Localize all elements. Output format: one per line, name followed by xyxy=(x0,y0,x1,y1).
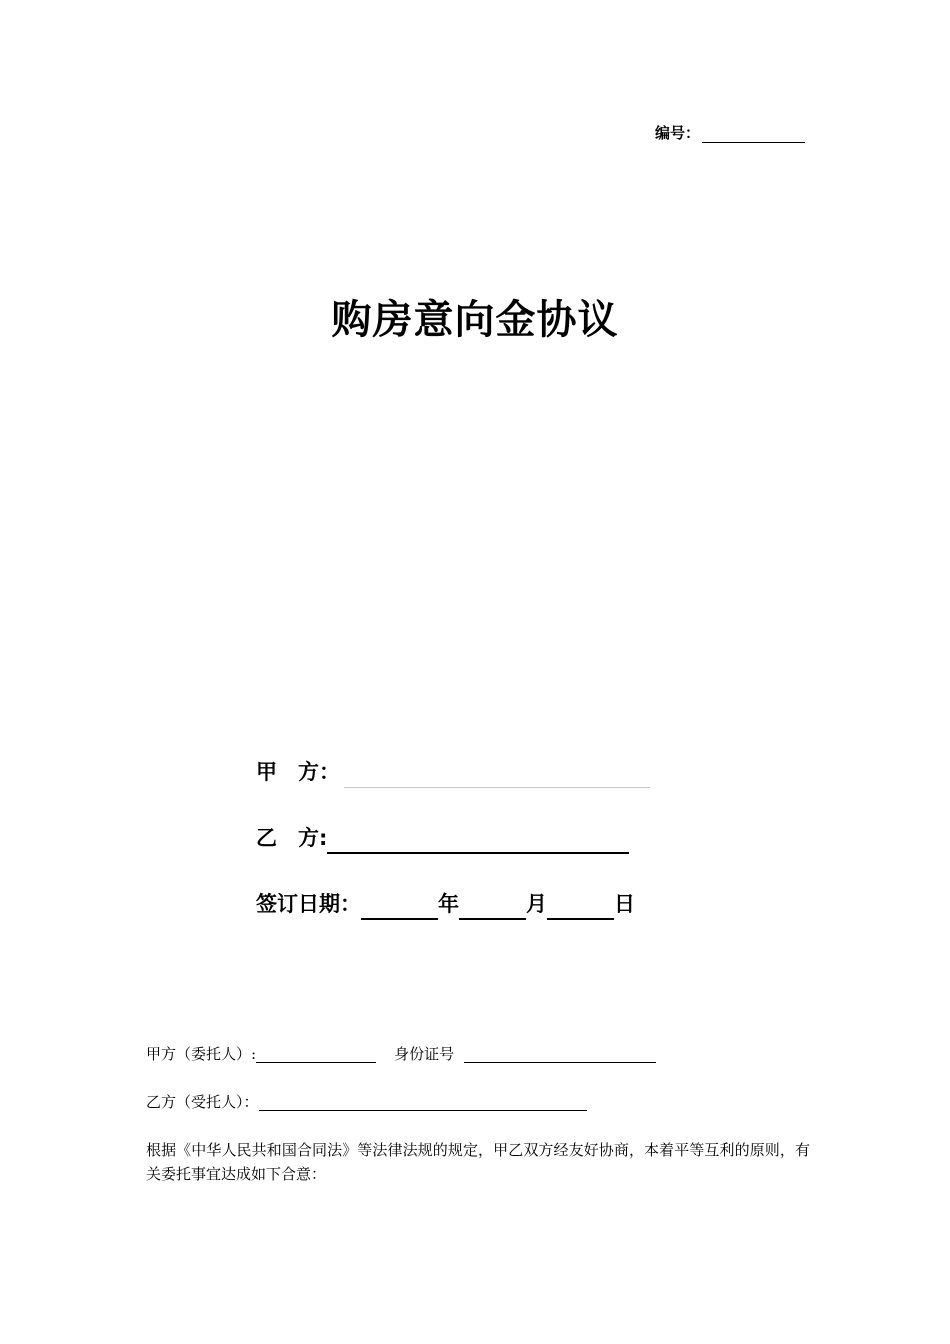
client-a-blank[interactable] xyxy=(256,1048,376,1063)
month-label: 月 xyxy=(526,892,547,916)
sign-day-blank[interactable] xyxy=(547,898,614,920)
party-a-blank[interactable] xyxy=(344,767,650,788)
client-b-label: 乙方（受托人）： xyxy=(146,1093,259,1111)
party-b-blank[interactable] xyxy=(327,832,629,854)
cover-party-a xyxy=(256,756,650,786)
document-number-blank[interactable] xyxy=(702,126,805,143)
client-b-blank[interactable] xyxy=(259,1096,587,1111)
client-b-line xyxy=(146,1091,587,1112)
document-title: 购房意向金协议 xyxy=(331,297,619,343)
client-a-line xyxy=(146,1043,656,1064)
sign-year-blank[interactable] xyxy=(361,898,438,920)
sign-date-label: 签订日期： xyxy=(256,892,361,916)
year-label: 年 xyxy=(438,892,459,916)
id-number-blank[interactable] xyxy=(464,1048,656,1063)
document-number xyxy=(655,122,805,143)
cover-party-b xyxy=(256,822,629,852)
client-a-label: 甲方（委托人）: xyxy=(146,1045,257,1063)
party-b-label: 乙 方: xyxy=(256,826,328,850)
intro-paragraph: 根据《中华人民共和国合同法》等法律法规的规定，甲乙双方经友好协商，本着平等互利的原则，有关委托事宜达成如下合意： xyxy=(146,1141,810,1183)
document-number-label: 编号： xyxy=(655,124,701,142)
sign-month-blank[interactable] xyxy=(459,898,526,920)
party-a-label: 甲 方： xyxy=(256,760,340,784)
day-label: 日 xyxy=(614,892,635,916)
cover-sign-date xyxy=(256,888,635,918)
id-number-label: 身份证号 xyxy=(394,1045,455,1063)
